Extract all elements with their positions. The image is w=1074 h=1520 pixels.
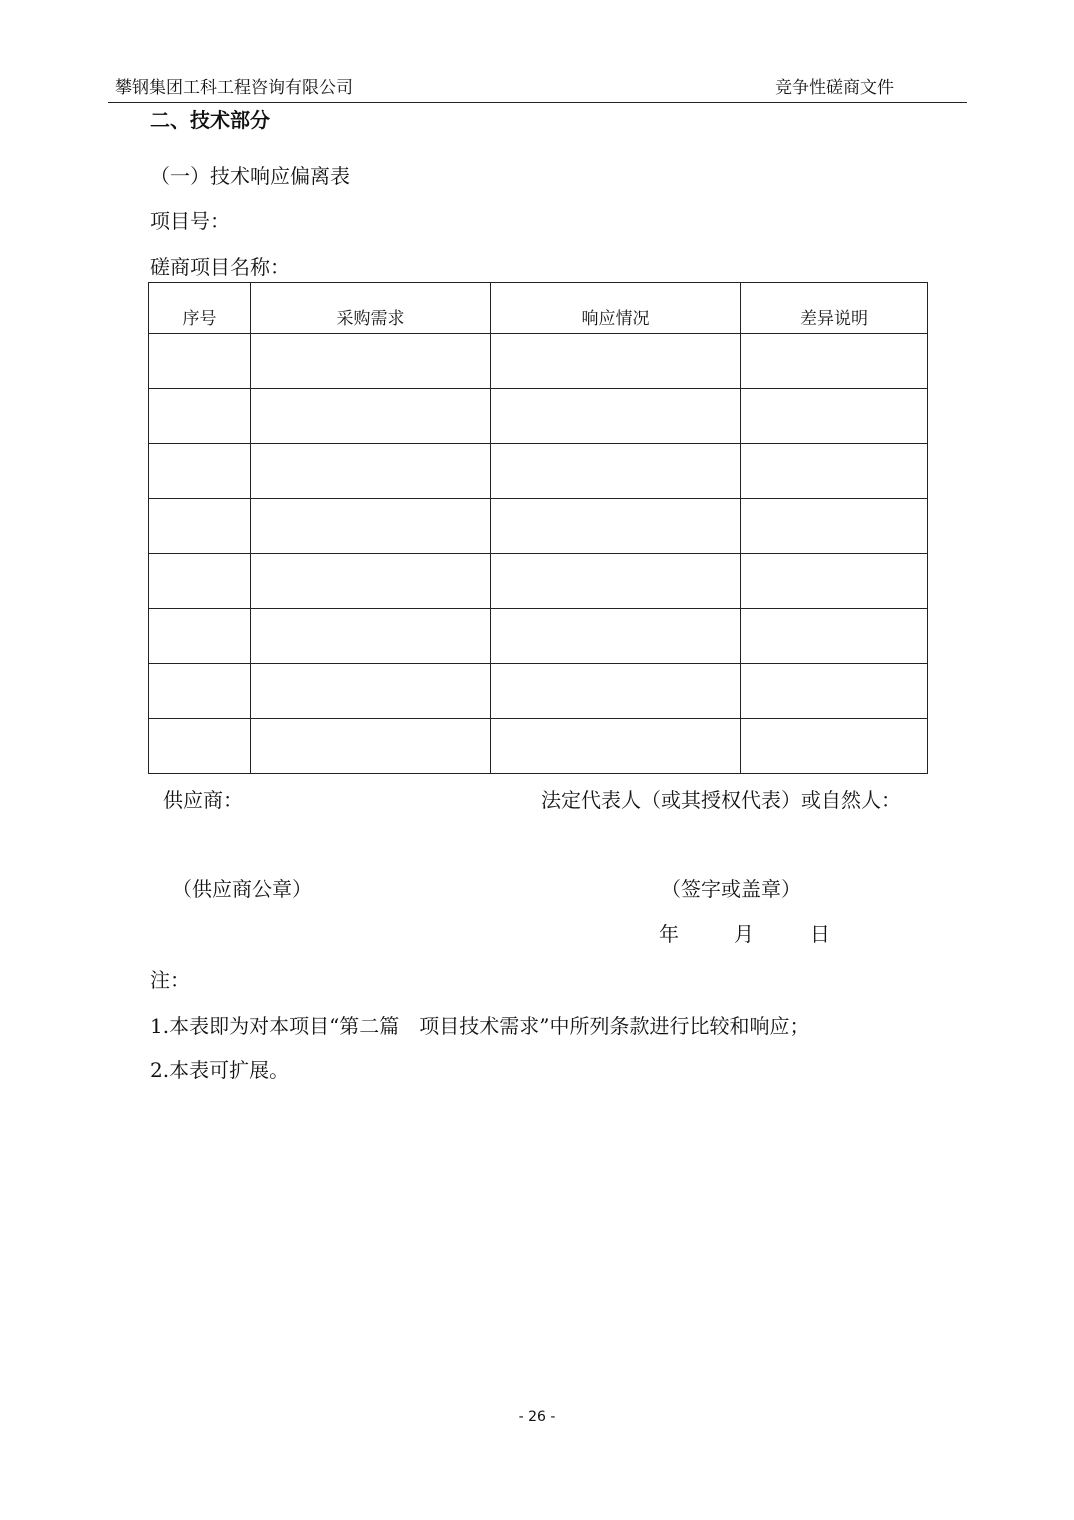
table-cell[interactable]	[251, 389, 491, 444]
date-day-label: 日	[810, 922, 830, 946]
table-cell[interactable]	[491, 499, 741, 554]
table-cell[interactable]	[491, 664, 741, 719]
table-cell[interactable]	[741, 444, 928, 499]
table-cell[interactable]	[491, 389, 741, 444]
header-cell-serial: 序号	[149, 283, 251, 334]
table-title: （一）技术响应偏离表	[150, 164, 350, 188]
table-cell[interactable]	[251, 664, 491, 719]
table-cell[interactable]	[149, 719, 251, 774]
table-cell[interactable]	[149, 334, 251, 389]
table-cell[interactable]	[741, 499, 928, 554]
header-divider	[108, 102, 967, 103]
section-title: 二、技术部分	[150, 108, 270, 132]
table-cell[interactable]	[491, 334, 741, 389]
header-doc-type: 竞争性磋商文件	[775, 78, 894, 98]
table-cell[interactable]	[251, 719, 491, 774]
date-month-label: 月	[734, 922, 754, 946]
table-row	[149, 499, 928, 554]
table-row	[149, 664, 928, 719]
table-cell[interactable]	[741, 334, 928, 389]
header-cell-difference: 差异说明	[741, 283, 928, 334]
table-cell[interactable]	[491, 609, 741, 664]
table-cell[interactable]	[491, 444, 741, 499]
table-cell[interactable]	[741, 609, 928, 664]
deviation-table	[148, 282, 928, 774]
representative-label: 法定代表人（或其授权代表）或自然人：	[541, 788, 901, 812]
table-cell[interactable]	[149, 499, 251, 554]
date-year-label: 年	[659, 922, 679, 946]
table-cell[interactable]	[149, 444, 251, 499]
table-cell[interactable]	[741, 389, 928, 444]
note-item: 2.本表可扩展。	[150, 1058, 290, 1082]
table-row	[149, 334, 928, 389]
supplier-seal-label: （供应商公章）	[172, 877, 312, 901]
supplier-label: 供应商：	[163, 788, 243, 812]
table-cell[interactable]	[149, 609, 251, 664]
table-row	[149, 609, 928, 664]
table-cell[interactable]	[491, 554, 741, 609]
project-number-label: 项目号：	[150, 209, 230, 233]
table-cell[interactable]	[251, 609, 491, 664]
header-company: 攀钢集团工科工程咨询有限公司	[115, 78, 353, 98]
table-row	[149, 444, 928, 499]
table-cell[interactable]	[491, 719, 741, 774]
sign-or-seal-label: （签字或盖章）	[661, 877, 801, 901]
table-row	[149, 719, 928, 774]
table-header-row	[149, 283, 928, 334]
table-cell[interactable]	[741, 554, 928, 609]
table-cell[interactable]	[741, 664, 928, 719]
table-cell[interactable]	[251, 444, 491, 499]
header-cell-requirement: 采购需求	[251, 283, 491, 334]
table-cell[interactable]	[149, 664, 251, 719]
table-cell[interactable]	[251, 554, 491, 609]
table-cell[interactable]	[149, 389, 251, 444]
page-number: - 26 -	[518, 1409, 556, 1425]
header-cell-response: 响应情况	[491, 283, 741, 334]
table-cell[interactable]	[251, 334, 491, 389]
table-row	[149, 389, 928, 444]
table-cell[interactable]	[741, 719, 928, 774]
project-name-label: 磋商项目名称：	[150, 255, 290, 279]
notes-title: 注：	[150, 968, 190, 992]
table-cell[interactable]	[149, 554, 251, 609]
note-item: 1.本表即为对本项目“第二篇 项目技术需求”中所列条款进行比较和响应；	[150, 1014, 810, 1038]
table-cell[interactable]	[251, 499, 491, 554]
table-row	[149, 554, 928, 609]
